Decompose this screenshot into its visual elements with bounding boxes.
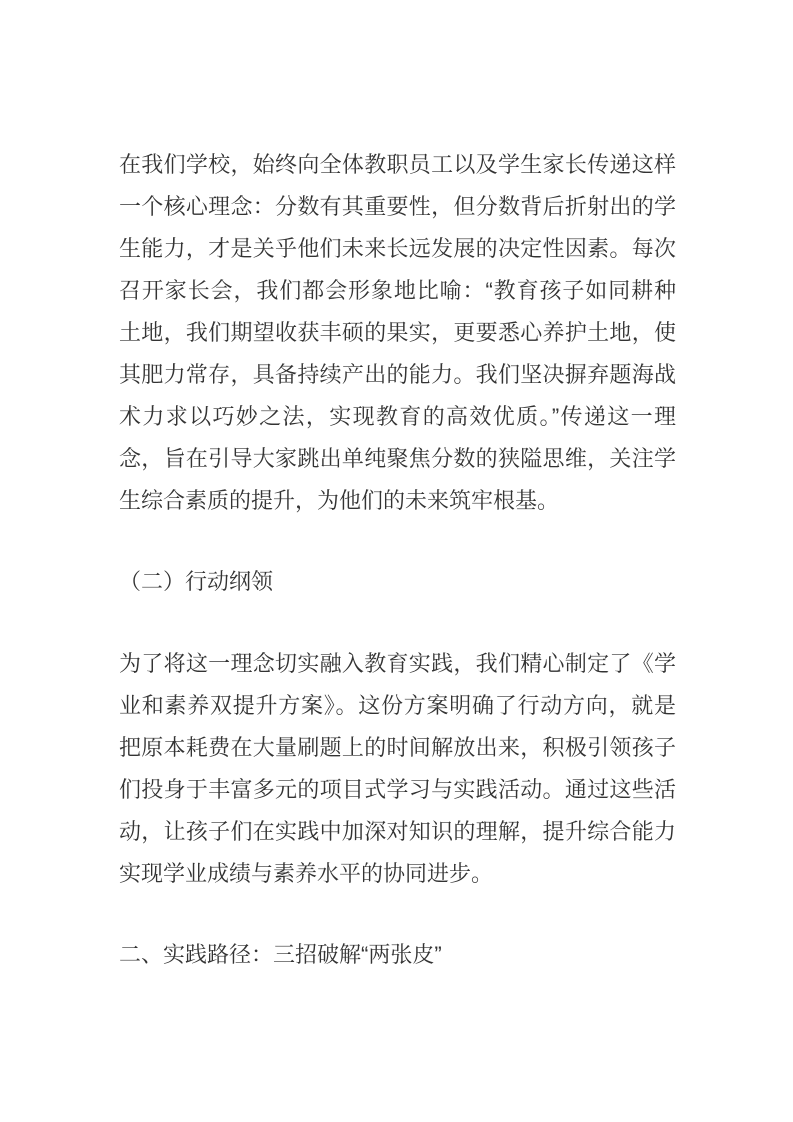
body-paragraph-action-plan: 为了将这一理念切实融入教育实践，我们精心制定了《学业和素养双提升方案》。这份方案明确了行动方向，就是把原本耗费在大量刷题上的时间解放出来，积极引领孩子们投身于丰富多元的项目式学习与实践活动。通过这些活动，让孩子们在实践中加深对知识的理解，提升综合能力实现学业成绩与素养水平的协同进步。 [119,651,676,886]
section-heading-practice-path: 二、实践路径：三招破解“两张皮” [119,942,442,967]
subsection-heading-action-program: （二）行动纲领 [119,569,274,594]
body-paragraph-core-concept: 在我们学校，始终向全体教职员工以及学生家长传递这样一个核心理念：分数有其重要性，但分数背后折射出的学生能力，才是关乎他们未来长远发展的决定性因素。每次召开家长会，我们都会形象地比喻：“教育孩子如同耕种土地，我们期望收获丰硕的果实，更要悉心养护土地，使其肥力常存，具备持续产出的能力。我们坚决摒弃题海战术力求以巧妙之法，实现教育的高效优质。”传递这一理念，旨在引导大家跳出单纯聚焦分数的狭隘思维，关注学生综合素质的提升，为他们的未来筑牢根基。 [119,152,676,513]
